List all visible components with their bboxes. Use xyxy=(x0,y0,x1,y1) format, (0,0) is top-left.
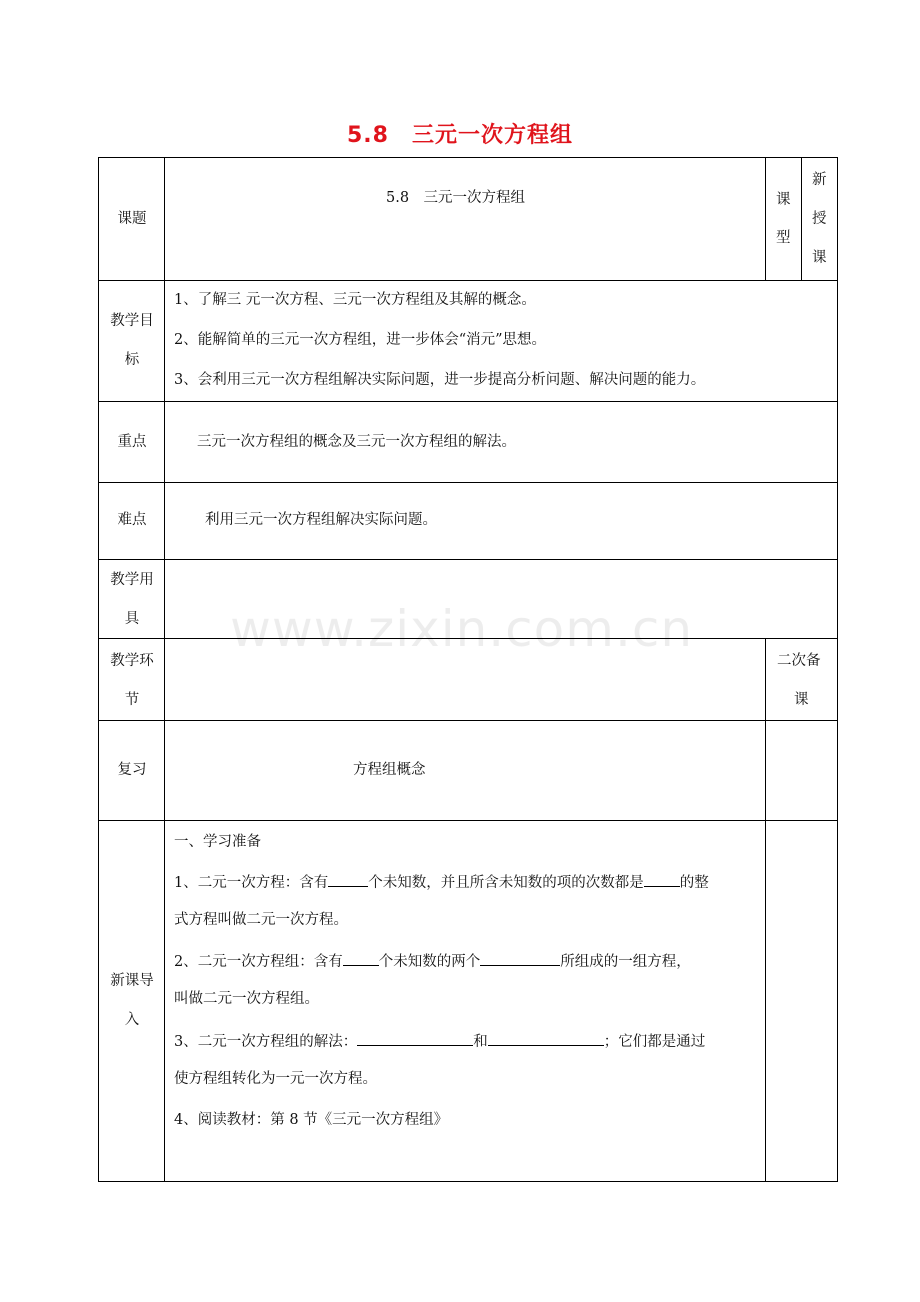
type-value-1: 新 xyxy=(812,172,827,188)
question-3-line-1: 3、二元一次方程组的解法： 和 ；它们都是通过 xyxy=(174,1030,705,1052)
blank-input[interactable] xyxy=(488,1030,604,1046)
blank-input[interactable] xyxy=(343,950,379,966)
label-xinke-2: 入 xyxy=(124,1012,140,1028)
label-mubiao-1: 教学目 xyxy=(110,313,154,329)
label-nandian: 难点 xyxy=(117,512,147,528)
blank-input[interactable] xyxy=(357,1030,473,1046)
zhongdian-content: 三元一次方程组的概念及三元一次方程组的解法。 xyxy=(197,434,516,450)
question-2-line-2: 叫做二元一次方程组。 xyxy=(174,991,319,1007)
label-yongju-2: 具 xyxy=(124,611,140,627)
mubiao-item-3: 3、会利用三元一次方程组解决实际问题，进一步提高分析问题、解决问题的能力。 xyxy=(174,372,706,388)
label-zhongdian: 重点 xyxy=(117,434,147,450)
blank-input[interactable] xyxy=(480,950,560,966)
watermark: www.zixin.com.cn xyxy=(230,600,694,658)
page-title: 5.8 三元一次方程组 xyxy=(347,123,573,148)
question-1-line-1: 1、二元一次方程：含有 个未知数，并且所含未知数的项的次数都是 的整 xyxy=(174,871,709,893)
label-yongju-1: 教学用 xyxy=(110,572,154,588)
label-huanjie-2: 节 xyxy=(124,692,140,708)
keti-content: 5.8 三元一次方程组 xyxy=(386,190,526,206)
type-value-3: 课 xyxy=(812,250,827,266)
blank-input[interactable] xyxy=(328,871,368,887)
label-xinke-1: 新课导 xyxy=(110,973,154,989)
label-fuxi: 复习 xyxy=(117,762,147,778)
fuxi-content: 方程组概念 xyxy=(353,762,426,778)
question-2-line-1: 2、二元一次方程组：含有 个未知数的两个 所组成的一组方程， xyxy=(174,950,691,972)
xinke-heading: 一、学习准备 xyxy=(174,834,261,850)
label-mubiao-2: 标 xyxy=(124,352,140,368)
nandian-content: 利用三元一次方程组解决实际问题。 xyxy=(205,512,437,528)
beike-label-2: 课 xyxy=(794,692,809,708)
question-1-line-2: 式方程叫做二元一次方程。 xyxy=(174,912,348,928)
type-label-1: 课 xyxy=(776,192,791,208)
label-huanjie-1: 教学环 xyxy=(110,653,154,669)
mubiao-item-1: 1、了解三 元一次方程、三元一次方程组及其解的概念。 xyxy=(174,292,536,308)
label-keti: 课题 xyxy=(117,211,147,227)
question-4: 4、阅读教材：第 8 节《三元一次方程组》 xyxy=(174,1112,449,1128)
beike-label-1: 二次备 xyxy=(777,653,821,669)
blank-input[interactable] xyxy=(644,871,680,887)
mubiao-item-2: 2、能解简单的三元一次方程组，进一步体会“消元”思想。 xyxy=(174,332,547,348)
question-3-line-2: 使方程组转化为一元一次方程。 xyxy=(174,1071,377,1087)
type-label-2: 型 xyxy=(776,230,791,246)
type-value-2: 授 xyxy=(812,211,827,227)
